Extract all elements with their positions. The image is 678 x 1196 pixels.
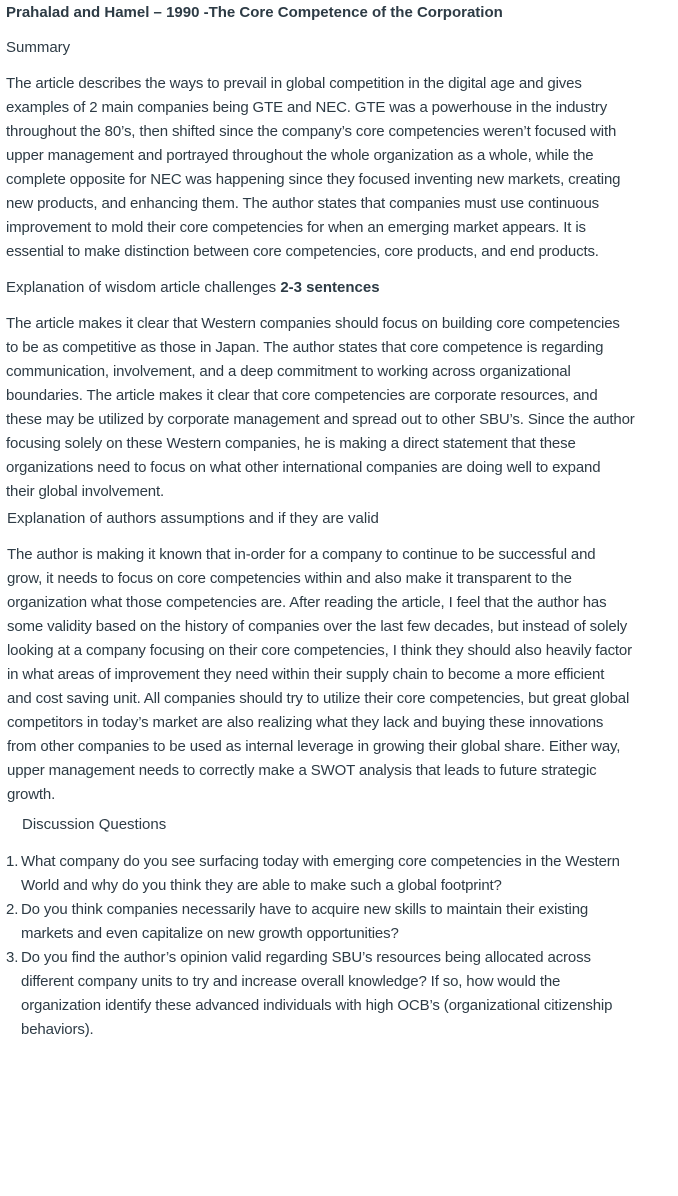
discussion-question-3 [6,946,674,1042]
summary-line: upper management and portrayed throughout the whole organization as a whole, while the [6,147,594,164]
assumptions-paragraph [7,543,675,807]
summary-heading: Summary [6,39,71,56]
question-line: Do you find the author’s opinion valid regarding SBU’s resources being allocated across [21,949,591,966]
wisdom-line: focusing solely on these Western companies, he is making a direct statement that these [6,435,576,452]
wisdom-heading-emphasis: 2-3 sentences [280,279,380,296]
assumptions-line: The author is making it known that in-order for a company to continue to be successful and [7,546,596,563]
assumptions-line: organization what those competencies are. After reading the article, I feel that the author has [7,594,607,611]
wisdom-line: communication, involvement, and a deep commitment to working across organizational [6,363,571,380]
wisdom-heading [6,278,674,298]
summary-line: The article describes the ways to prevail in global competition in the digital age and gives [6,75,582,92]
assumptions-line: looking at a company focusing on their core competencies, I think they should also heavily factor [7,642,632,659]
question-line: behaviors). [21,1021,94,1038]
wisdom-heading-text: Explanation of wisdom article challenges [6,279,281,296]
question-number: 3. [6,949,19,966]
wisdom-line: to be as competitive as those in Japan. The author states that core competence is regarding [6,339,604,356]
discussion-question-list [6,850,674,1042]
question-line: Do you think companies necessarily have to acquire new skills to maintain their existing [21,901,589,918]
question-line: What company do you see surfacing today with emerging core competencies in the Western [21,853,620,870]
question-number: 1. [6,853,19,870]
summary-line: throughout the 80’s, then shifted since the company’s core competencies weren’t focused with [6,123,617,140]
assumptions-line: competitors in today’s market are also realizing what they lack and buying these innovations [7,714,604,731]
summary-line: improvement to mold their core competencies for when an emerging market appears. It is [6,219,586,236]
assumptions-line: in what areas of improvement they need within their supply chain to become a more efficient [7,666,605,683]
discussion-heading: Discussion Questions [22,816,167,833]
wisdom-line: The article makes it clear that Western companies should focus on building core competencies [6,315,620,332]
assumptions-line: upper management needs to correctly make a SWOT analysis that leads to future strategic [7,762,597,779]
summary-line: essential to make distinction between core competencies, core products, and end products. [6,243,599,260]
wisdom-line: their global involvement. [6,483,165,500]
question-line: markets and even capitalize on new growth opportunities? [21,925,399,942]
discussion-question-2 [6,898,674,946]
wisdom-line: organizations need to focus on what other international companies are doing well to expand [6,459,601,476]
question-line: different company units to try and increase overall knowledge? If so, how would the [21,973,561,990]
assumptions-line: some validity based on the history of companies over the last few decades, but instead of solely [7,618,628,635]
question-line: World and why do you think they are able to make such a global footprint? [21,877,502,894]
assumptions-line: from other companies to be used as internal leverage in growing their global share. Either way, [7,738,621,755]
wisdom-line: boundaries. The article makes it clear that core competencies are corporate resources, and [6,387,598,404]
assumptions-line: growth. [7,786,56,803]
discussion-question-1 [6,850,674,898]
summary-line: complete opposite for NEC was happening since they focused inventing new markets, creating [6,171,621,188]
assumptions-heading: Explanation of authors assumptions and if they are valid [7,510,379,527]
assumptions-line: grow, it needs to focus on core competencies within and also make it transparent to the [7,570,572,587]
wisdom-line: these may be utilized by corporate management and spread out to other SBU’s. Since the author [6,411,635,428]
summary-line: examples of 2 main companies being GTE and NEC. GTE was a powerhouse in the industry [6,99,608,116]
question-line: organization identify these advanced individuals with high OCB’s (organizational citizenship [21,997,613,1014]
assumptions-line: and cost saving unit. All companies should try to utilize their core competencies, but great global [7,690,630,707]
summary-line: new products, and enhancing them. The author states that companies must use continuous [6,195,600,212]
question-number: 2. [6,901,19,918]
summary-paragraph [6,72,674,264]
document-title: Prahalad and Hamel – 1990 -The Core Competence of the Corporation [6,4,503,21]
wisdom-paragraph [6,312,674,504]
